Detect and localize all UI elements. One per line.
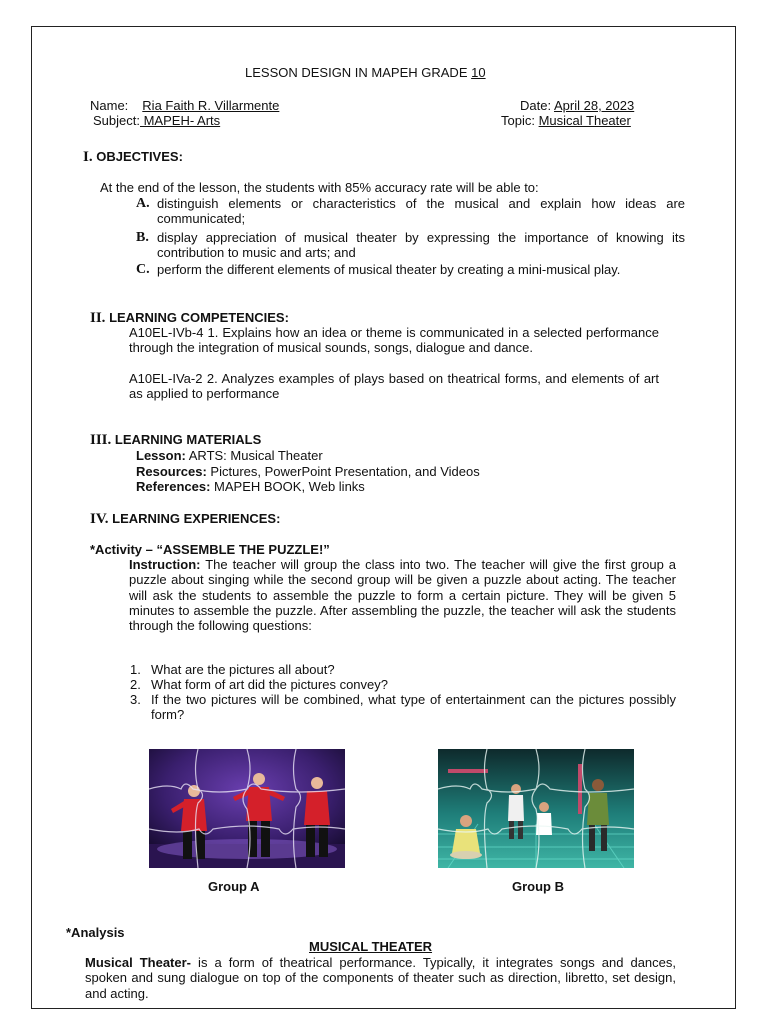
references-line: References: MAPEH BOOK, Web links — [136, 479, 365, 494]
experiences-heading: IV. LEARNING EXPERIENCES: — [90, 511, 281, 527]
group-b-puzzle-image — [438, 749, 634, 868]
question-item: What form of art did the pictures convey? — [151, 677, 388, 692]
name-row: Name: Ria Faith R. Villarmente — [90, 98, 280, 113]
subject-row: Subject: MAPEH- Arts — [93, 113, 221, 128]
objective-letter: A. — [136, 196, 150, 211]
teacher-name: Ria Faith R. Villarmente — [142, 98, 280, 113]
topic-row: Topic: Musical Theater — [501, 113, 631, 128]
objective-item: display appreciation of musical theater by expressing the importance of knowing its contribution to music and arts; and — [157, 230, 685, 261]
objective-item: distinguish elements or characteristics of the musical and explain how ideas are communicated; — [157, 196, 685, 227]
activity-instruction: Instruction: The teacher will group the class into two. The teacher will give the first group a puzzle about singing while the second group will be given a puzzle about acting. The teacher will ask the students to assemble the puzzle to form a certain picture. They will be given 5 minutes to assemble the puzzle. After assembling the puzzle, the teacher will ask the students through the following questions: — [129, 557, 676, 634]
group-a-caption: Group A — [208, 879, 260, 894]
question-number: 1. — [130, 662, 141, 677]
question-number: 3. — [130, 692, 141, 707]
objectives-heading: I. OBJECTIVES: — [83, 149, 183, 165]
lesson-title: LESSON DESIGN IN MAPEH GRADE 10 — [245, 65, 486, 80]
group-b-caption: Group B — [512, 879, 564, 894]
date-row: Date: April 28, 2023 — [520, 98, 635, 113]
materials-heading: III. LEARNING MATERIALS — [90, 432, 262, 448]
competency-item: A10EL-IVa-2 2. Analyzes examples of plays based on theatrical forms, and elements of art as applied to performance — [129, 371, 659, 402]
group-a-puzzle-image — [149, 749, 345, 868]
resources-line: Resources: Pictures, PowerPoint Presentation, and Videos — [136, 464, 480, 479]
objective-item: perform the different elements of musical theater by creating a mini-musical play. — [157, 262, 621, 277]
subject-value: MAPEH- Arts — [139, 113, 221, 128]
topic-value: Musical Theater — [538, 113, 631, 128]
objective-letter: C. — [136, 262, 150, 277]
analysis-label: *Analysis — [66, 925, 125, 940]
analysis-title: MUSICAL THEATER — [309, 939, 433, 954]
lesson-line: Lesson: ARTS: Musical Theater — [136, 448, 323, 463]
competencies-heading: II. LEARNING COMPETENCIES: — [90, 310, 289, 326]
question-item: If the two pictures will be combined, what type of entertainment can the pictures possibly form? — [151, 692, 676, 723]
objectives-intro: At the end of the lesson, the students with 85% accuracy rate will be able to: — [100, 180, 539, 195]
activity-title: *Activity – “ASSEMBLE THE PUZZLE!” — [90, 542, 330, 557]
question-item: What are the pictures all about? — [151, 662, 335, 677]
analysis-definition: Musical Theater- is a form of theatrical performance. Typically, it integrates songs and dances, spoken and sung dialogue on top of the components of theater such as direction, libretto, set design, and acting. — [85, 955, 676, 1001]
competency-item: A10EL-IVb-4 1. Explains how an idea or theme is communicated in a selected performance through the integration of musical sounds, songs, dialogue and dance. — [129, 325, 659, 356]
question-number: 2. — [130, 677, 141, 692]
lesson-date: April 28, 2023 — [553, 98, 635, 113]
objective-letter: B. — [136, 230, 149, 245]
